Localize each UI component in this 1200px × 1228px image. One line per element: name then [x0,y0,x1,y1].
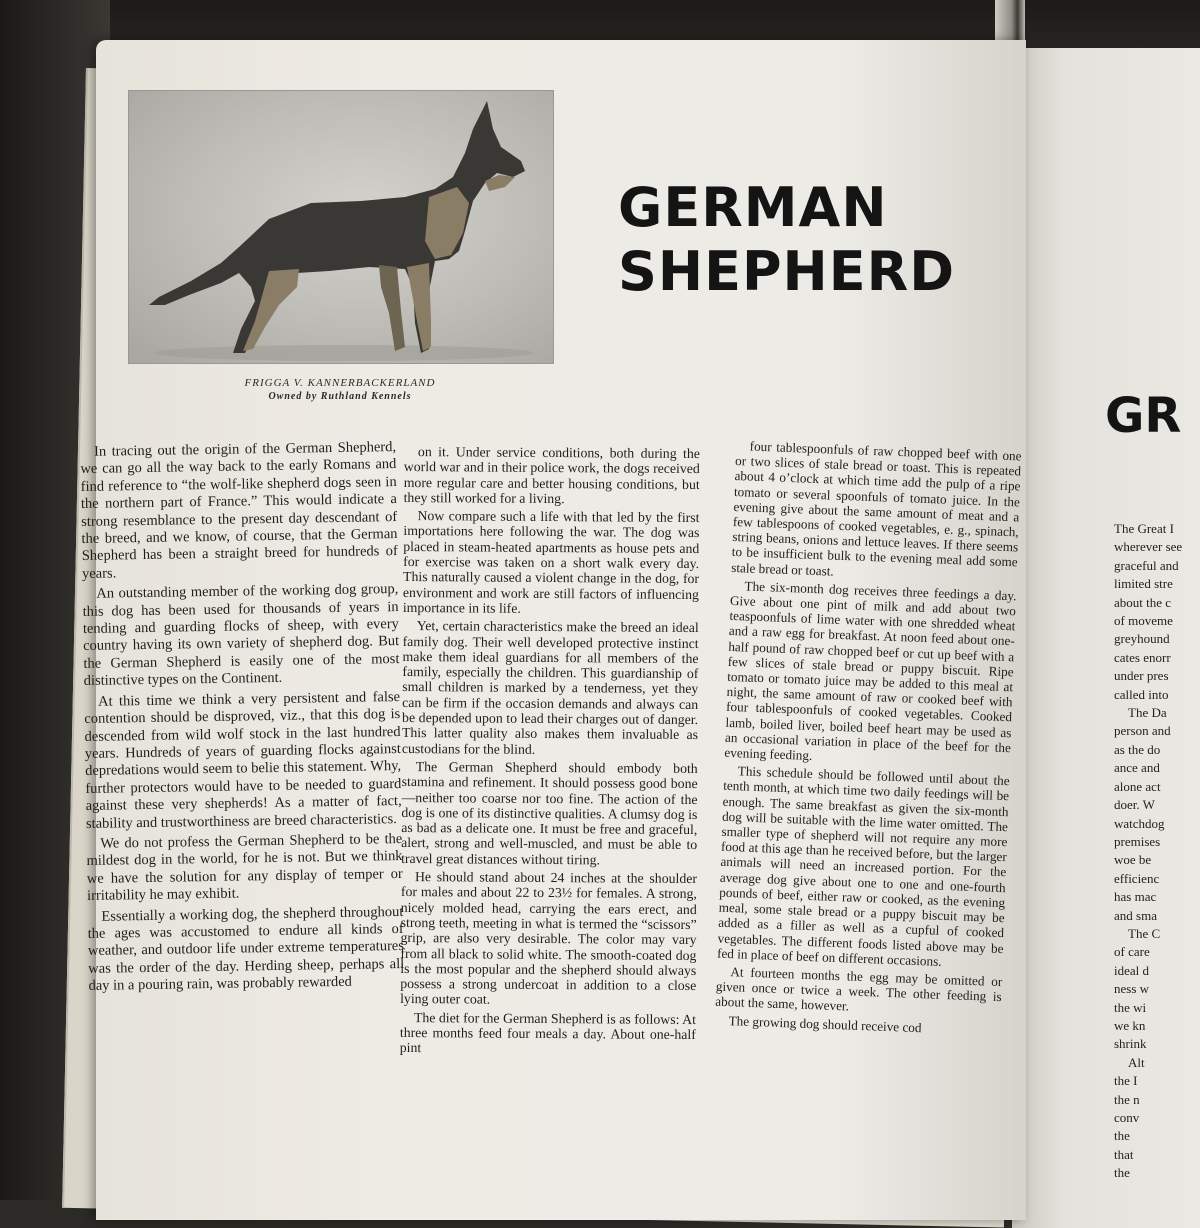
right-page-line: woe be [1114,852,1152,868]
right-page-line: that [1114,1146,1134,1162]
article-paragraph: on it. Under service conditions, both during the world war and in their police work, the dogs received more regular care and better housing conditions, but they still worked for a living. [403,444,700,507]
right-page-line: watchdog [1114,815,1165,831]
right-page-line: the [1114,1128,1130,1144]
article-title-line2: SHEPHERD [618,240,956,303]
right-page-line: wherever see [1114,539,1183,555]
right-page-line: ness w [1114,981,1150,997]
article-paragraph: We do not profess the German Shepherd to be the mildest dog in the world, for he is not. But we think we have the solution for any display of temper or irritability he may exhibit. [86,830,403,905]
right-page-line: conv [1114,1110,1140,1125]
article-paragraph: He should stand about 24 inches at the shoulder for males and about 22 to 23½ for females. A strong, nicely molded head, carrying the ears erect, and strong teeth, meeting in what is termed the “scissors” grip, are also very desirable. The color may vary from all black to solid white. The smooth-coated dog is the most popular and the shepherd should always possess a strong undercoat in addition to a close lying outer coat. [400,869,698,1008]
right-page-line: called into [1114,686,1169,702]
right-page-line: the wi [1114,999,1147,1015]
right-page-line: The C [1128,925,1161,941]
article-paragraph: The German Shepherd should embody both stamina and refinement. It should possess good bone—neither too coarse nor too fine. The action of the dog is one of its distinctive qualities. A clumsy dog is as bad as a delicate one. It must be free and graceful, alert, strong and well-muscled, and must be able to travel great distances without tiring. [401,759,698,868]
photo-caption-owner: Owned by Ruthland Kennels [268,391,412,402]
right-page-line: alone act [1114,778,1161,794]
right-page-line: The Da [1128,705,1167,721]
right-page-line: greyhound [1114,631,1170,647]
right-page-text [1114,520,1200,1200]
photo-caption-name: FRIGGA V. KANNERBACKERLAND [244,377,436,389]
right-page-line: limited stre [1114,576,1173,592]
right-page-line: efficienc [1114,870,1160,886]
right-page-line: premises [1114,833,1161,849]
article-paragraph: In tracing out the origin of the German Shepherd, we can go all the way back to the early Romans and find reference to “the wolf-like shepherd dogs seen in the northern part of France.” This would indicate a strong resemblance to the present day descendant of the breed, and we know, of course, that the German Shepherd has been a straight breed for hundreds of years. [80,439,398,582]
right-page-line: has mac [1114,889,1157,905]
right-page-line: as the do [1114,741,1161,757]
article-paragraph: Yet, certain characteristics make the breed an ideal family dog. Their well developed protective instinct make them ideal guardians for all members of the family, especially the children. This guardianship of small children is marked by a tenderness, yet they can be firm if the occasion demands and always can be depended upon to lead their charges out of danger. This latter quality also makes them invaluable as custodians for the blind. [401,618,699,757]
right-page-line: graceful and [1114,557,1179,573]
right-page-title: GR [1105,388,1182,444]
right-page-line: person and [1114,723,1171,739]
article-paragraph: The six-month dog receives three feedings a day. Give about one pint of milk and add about two teaspoonfuls of lime water with one shredded wheat and a raw egg for breakfast. At noon feed about one-half pound of raw chopped beef or cut up beef with a few slices of stale bread or puppy biscuit. Ripe tomato or tomato juice may be added to this meal at night, the same amount of raw or cooked beef with four tablespoonfuls of cooked vegetables. Cooked lamb, boiled liver, boiled beef heart may be used as an occasional variation in place of the beef for the evening feeding. [724,578,1017,764]
right-page-line: ideal d [1114,962,1150,978]
article-title-line1: GERMAN [618,176,888,239]
right-page-line: Alt [1128,1054,1145,1070]
article-column-1 [80,439,408,1200]
right-page-line: we kn [1114,1017,1146,1033]
right-page-line: and sma [1114,907,1157,923]
right-page-line: about the c [1114,594,1172,610]
right-page-line: the n [1114,1091,1140,1107]
right-page-line: under pres [1114,668,1169,684]
article-paragraph: Essentially a working dog, the shepherd throughout the ages was accustomed to endure all kinds of weather, and outdoor life under extreme temperatures was the order of the day. Herding sheep, perhaps all day in a pouring rain, was probably rewarded [87,903,405,995]
article-paragraph: At this time we think a very persistent and false contention should be disproved, viz., that this dog is descended from wild wolf stock in the last hundred years. Hundreds of years of guarding flocks against depredations would seem to belie this statement. Why, further protectors would have to be needed to guard against these very shepherds! As a matter of fact, stability and trustworthiness are breed characteristics. [84,688,402,832]
article-column-2 [399,444,700,1202]
right-page-line: of moveme [1114,613,1173,629]
article-paragraph: The diet for the German Shepherd is as follows: At three months feed four meals a day. About one-half pint [399,1009,697,1056]
right-page-line: cates enorr [1114,649,1171,665]
article-paragraph: An outstanding member of the working dog group, this dog has been used for thousands of years in tending and guarding flocks of sheep, with every country having its own variety of shepherd dog. But the German Shepherd is easily one of the most distinctive types on the Continent. [82,581,400,690]
right-page-line: the I [1114,1073,1138,1089]
german-shepherd-illustration [129,91,553,363]
article-paragraph: At fourteen months the egg may be omitted or given once or twice a week. The other feeding is about the same, however. [715,964,1003,1014]
article-paragraph: The growing dog should receive cod [728,1012,922,1035]
article-title [618,176,955,304]
article-column-3 [708,438,1022,1210]
right-page-line: doer. W [1114,797,1155,813]
dog-photo [128,90,554,364]
right-page-line: ance and [1114,760,1160,776]
right-page-line: of care [1114,944,1150,960]
article-paragraph: Now compare such a life with that led by the first importations here following the war. The dog was placed in steam-heated apartments as house pets and for exercise was taken on a short walk every day. This naturally caused a violent change in the dog, for environment and work are still factors of influencing importance in its life. [402,508,700,616]
article-paragraph: This schedule should be followed until about the tenth month, at which time two daily feedings will be enough. The same breakfast as given the six-month dog will be suitable with the lime water omitted. The smaller type of shepherd will not require any more food at this age than he received before, but the larger animals will need an increased portion. For the average dog give about one to one and one-fourth pounds of beef, either raw or cooked, as the evening meal, some stale bread or a puppy biscuit may be added as a filler as well as a cupful of cooked vegetables. The different foods listed above may be fed in place of beef on different occasions. [716,763,1010,969]
article-paragraph: four tablespoonfuls of raw chopped beef with one or two slices of stale bread or toast. This is repeated about 4 o’clock at which time add the pulp of a ripe tomato or several spoonfuls of tomato juice. In the evening give about the same amount of meat and a few tablespoons of cooked vegetables, e. g., spinach, string beans, onions and lettuce leaves. If there seems to be insufficient bulk to the evening meal add some stale bread or toast. [730,438,1022,579]
right-page-line: the [1114,1165,1130,1181]
right-page-line: shrink [1114,1036,1147,1052]
right-page-line: The Great I [1114,521,1174,536]
